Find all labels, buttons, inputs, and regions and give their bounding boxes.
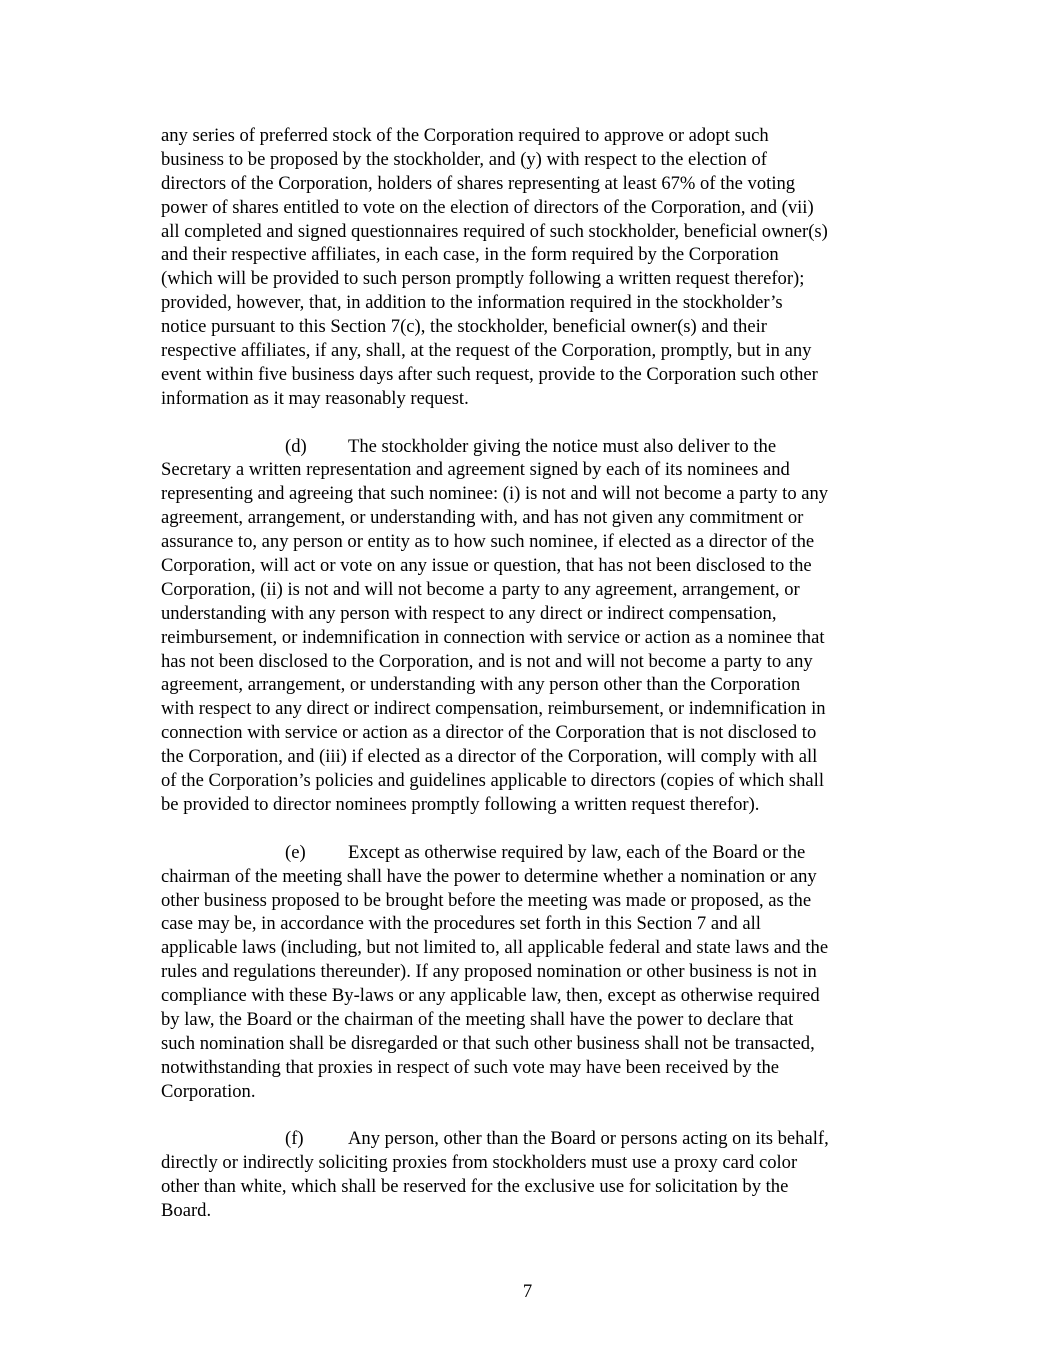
text-line: be provided to director nominees promptly following a written request therefor).: [161, 793, 760, 815]
text-line: case may be, in accordance with the procedures set forth in this Section 7 and all: [161, 913, 761, 935]
text-line: with respect to any direct or indirect compensation, reimbursement, or indemnification in: [161, 698, 826, 720]
text-line: power of shares entitled to vote on the election of directors of the Corporation, and (vii): [161, 196, 814, 218]
text-line: any series of preferred stock of the Corporation required to approve or adopt such: [161, 125, 769, 146]
text-line: Board.: [161, 1200, 212, 1222]
document-body: [161, 124, 909, 1247]
text-line: such nomination shall be disregarded or that such other business shall not be transacted,: [161, 1032, 815, 1054]
paragraph-label: (e): [285, 841, 306, 863]
text-line: notwithstanding that proxies in respect of such vote may have been received by the: [161, 1056, 780, 1078]
text-line: (which will be provided to such person promptly following a written request therefor);: [161, 268, 805, 290]
text-line: applicable laws (including, but not limited to, all applicable federal and state laws and the: [161, 937, 829, 959]
text-line: connection with service or action as a director of the Corporation that is not disclosed to: [161, 722, 817, 744]
text-line: Corporation.: [161, 1080, 256, 1102]
text-line-content: The stockholder giving the notice must also deliver to the: [348, 435, 777, 457]
text-line-content: Except as otherwise required by law, each of the Board or the: [348, 841, 806, 863]
text-line: other business proposed to be brought before the meeting was made or proposed, as the: [161, 889, 812, 911]
text-line: of the Corporation’s policies and guidelines applicable to directors (copies of which shall: [161, 770, 825, 792]
text-line: understanding with any person with respect to any direct or indirect compensation,: [161, 602, 777, 624]
text-line: agreement, arrangement, or understanding with, and has not given any commitment or: [161, 507, 804, 529]
text-line: Corporation, (ii) is not and will not become a party to any agreement, arrangement, or: [161, 578, 800, 600]
paragraph-d: [161, 435, 909, 817]
text-line: [161, 841, 909, 865]
text-line: event within five business days after such request, provide to the Corporation such other: [161, 363, 818, 385]
text-line: chairman of the meeting shall have the power to determine whether a nomination or any: [161, 865, 817, 887]
text-line: has not been disclosed to the Corporation, and is not and will not become a party to any: [161, 650, 813, 672]
text-line: directors of the Corporation, holders of shares representing at least 67% of the voting: [161, 172, 796, 194]
text-line: Secretary a written representation and agreement signed by each of its nominees and: [161, 459, 790, 481]
text-line: business to be proposed by the stockholder, and (y) with respect to the election of: [161, 148, 767, 170]
text-line: assurance to, any person or entity as to how such nominee, if elected as a director of the: [161, 531, 815, 553]
text-line: other than white, which shall be reserved for the exclusive use for solicitation by the: [161, 1176, 789, 1198]
text-line: and their respective affiliates, in each case, in the form required by the Corporation: [161, 244, 779, 266]
paragraph-e: [161, 841, 909, 1104]
text-line: Corporation, will act or vote on any issue or question, that has not been disclosed to the: [161, 555, 812, 577]
text-line: compliance with these By-laws or any applicable law, then, except as otherwise required: [161, 985, 820, 1007]
text-line: respective affiliates, if any, shall, at the request of the Corporation, promptly, but in any: [161, 340, 812, 362]
text-line: agreement, arrangement, or understanding with any person other than the Corporation: [161, 674, 801, 696]
paragraph-label: (f): [285, 1128, 304, 1150]
text-line: by law, the Board or the chairman of the meeting shall have the power to declare that: [161, 1008, 794, 1030]
text-line: [161, 1127, 909, 1151]
text-line: representing and agreeing that such nominee: (i) is not and will not become a party to any: [161, 483, 829, 505]
text-line: rules and regulations thereunder). If any proposed nomination or other business is not in: [161, 961, 817, 983]
text-line: directly or indirectly soliciting proxies from stockholders must use a proxy card color: [161, 1152, 798, 1174]
text-line: [161, 435, 909, 459]
text-line: information as it may reasonably request.: [161, 387, 469, 409]
text-line: reimbursement, or indemnification in connection with service or action as a nominee that: [161, 626, 825, 648]
text-line: all completed and signed questionnaires required of such stockholder, beneficial owner(s): [161, 220, 828, 242]
text-line: provided, however, that, in addition to the information required in the stockholder’s: [161, 292, 783, 314]
text-line-content: Any person, other than the Board or persons acting on its behalf,: [348, 1128, 829, 1150]
text-line: notice pursuant to this Section 7(c), the stockholder, beneficial owner(s) and their: [161, 316, 767, 338]
paragraph-label: (d): [285, 435, 307, 457]
page-number: 7: [522, 1281, 533, 1302]
paragraph-continuation: [161, 124, 909, 411]
text-line: the Corporation, and (iii) if elected as a director of the Corporation, will comply with all: [161, 746, 818, 768]
paragraph-f: [161, 1127, 909, 1223]
